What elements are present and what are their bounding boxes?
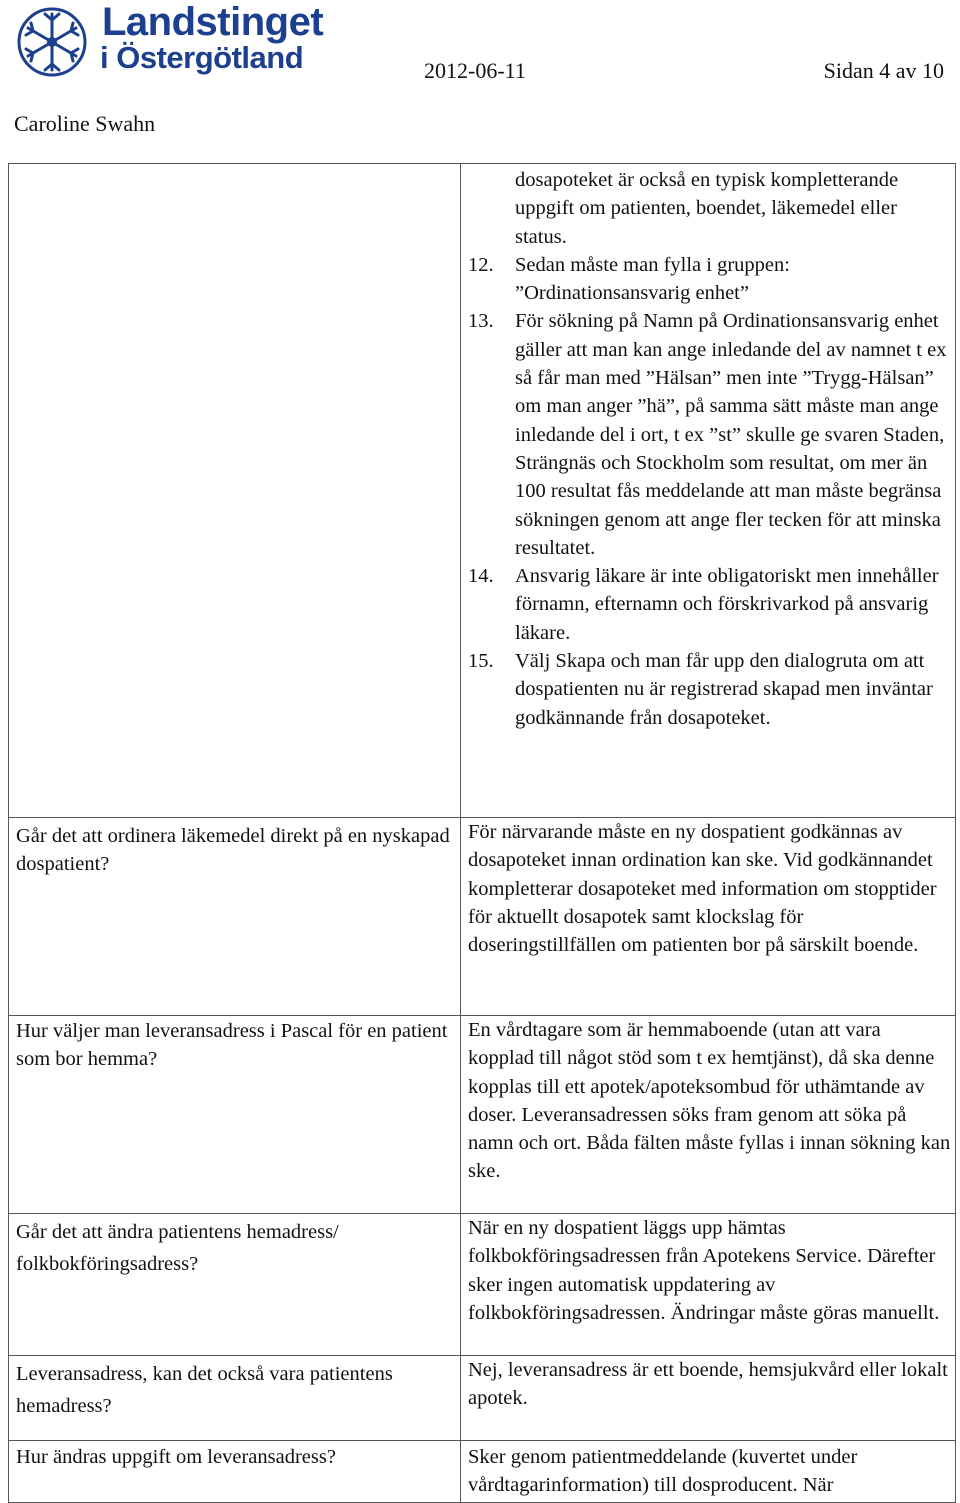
list-item: [468, 647, 951, 732]
list-item-number: 12.: [468, 253, 494, 276]
list-item: [468, 251, 951, 308]
table-row: [9, 164, 956, 818]
question-cell: [9, 1441, 461, 1503]
page-number: Sidan 4 av 10: [823, 58, 944, 83]
question-cell: [9, 1016, 461, 1214]
answer-cell: En vårdtagare som är hemmaboende (utan att vara kopplad till något stöd som t ex hemtjänst), då ska denne kopplas till ett apotek/apoteksombud för uthämtande av doser. Leveransadressen söks fram genom att söka på namn och ort. Båda fälten måste fyllas i innan sökning kan ske.: [461, 1016, 956, 1214]
table-row: [9, 1016, 956, 1214]
document-date: 2012-06-11: [424, 58, 526, 83]
page-header: [0, 0, 960, 160]
list-item-text: För sökning på Namn på Ordinationsansvarig enhet gäller att man kan ange inledande del av namnet t ex så får man med ”Hälsan” men inte ”Trygg-Hälsan” om man anger ”hä”, på samma sätt måste man ange inledande del i ort, t ex ”st” skulle ge svaren Staden, Strängnäs och Stockholm som resultat, om mer än 100 resultat fås meddelande att man måste begränsa sökningen genom att ange fler tecken för att minska resultatet.: [515, 310, 947, 559]
snowflake-emblem-icon: [12, 4, 92, 80]
table-row: [9, 818, 956, 1016]
answer-cell: Sker genom patientmeddelande (kuvertet under vårdtagarinformation) till dosproducent. När: [461, 1441, 956, 1503]
answer-cell: Nej, leveransadress är ett boende, hemsjukvård eller lokalt apotek.: [461, 1356, 956, 1441]
landstinget-logo: [12, 0, 332, 80]
logo-text-line2: i Östergötland: [100, 40, 304, 75]
answer-cell: För närvarande måste en ny dospatient godkännas av dosapoteket innan ordination kan ske. Vid godkännandet kompletterar dosapoteket med information om stopptider för aktuellt dosapotek samt klockslag för doseringstillfällen om patienten bor på särskilt boende.: [461, 818, 956, 1016]
list-item: [468, 307, 951, 562]
author-name: Caroline Swahn: [14, 111, 156, 136]
question-text: Går det att ändra patientens hemadress/ folkbokföringsadress?: [16, 1221, 339, 1275]
list-item-text: Välj Skapa och man får upp den dialogruta om att dospatienten nu är registrerad skapad men inväntar godkännande från dosapoteket.: [515, 650, 933, 729]
question-text: Hur ändras uppgift om leveransadress?: [16, 1446, 336, 1468]
question-cell: [9, 1214, 461, 1356]
list-item-text: Ansvarig läkare är inte obligatoriskt men innehåller förnamn, efternamn och förskrivarkod på ansvarig läkare.: [515, 565, 939, 644]
question-cell: [9, 1356, 461, 1441]
logo-text-line1: Landstinget: [102, 0, 324, 44]
list-item-number: 14.: [468, 565, 494, 588]
list-item: [468, 562, 951, 647]
question-text: Går det att ordinera läkemedel direkt på en nyskapad dospatient?: [16, 825, 450, 876]
list-item-number: 15.: [468, 650, 494, 673]
list-item-number: 13.: [468, 310, 494, 333]
table-row: [9, 1356, 956, 1441]
question-cell: [9, 818, 461, 1016]
answer-continuation: dosapoteket är också en typisk kompletterande uppgift om patienten, boendet, läkemedel eller status.: [515, 169, 899, 248]
answer-cell: När en ny dospatient läggs upp hämtas folkbokföringsadressen från Apotekens Service. Därefter sker ingen automatisk uppdatering av folkbokföringsadressen. Ändringar måste göras manuellt.: [461, 1214, 956, 1356]
answer-cell: [461, 164, 956, 818]
table-row: [9, 1441, 956, 1503]
question-text: Leveransadress, kan det också vara patientens hemadress?: [16, 1363, 393, 1417]
table-row: [9, 1214, 956, 1356]
question-text: Hur väljer man leveransadress i Pascal för en patient som bor hemma?: [16, 1020, 448, 1071]
question-cell: [9, 164, 461, 818]
list-item-text: Sedan måste man fylla i gruppen: ”Ordinationsansvarig enhet”: [515, 253, 790, 305]
faq-table: [8, 163, 956, 1503]
